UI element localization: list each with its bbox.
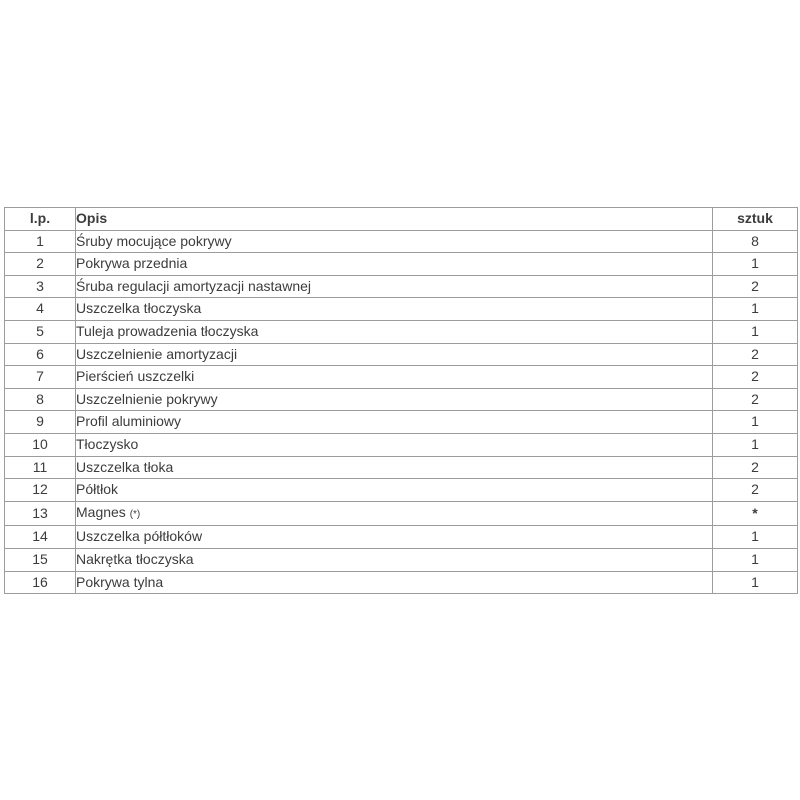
part-description: Nakrętka tłoczyska <box>76 550 194 567</box>
cell-lp: 15 <box>5 548 76 571</box>
part-description: Uszczelka tłoka <box>76 458 174 475</box>
cell-lp: 1 <box>5 230 76 253</box>
cell-opis <box>76 548 713 571</box>
parts-table <box>4 207 798 594</box>
cell-sztuk: 1 <box>713 433 798 456</box>
part-description: Półtłok <box>76 481 119 498</box>
cell-lp: 11 <box>5 456 76 479</box>
cell-sztuk: 2 <box>713 479 798 502</box>
cell-lp: 14 <box>5 526 76 549</box>
cell-opis <box>76 253 713 276</box>
cell-lp: 3 <box>5 275 76 298</box>
table-row <box>5 253 798 276</box>
table-row <box>5 433 798 456</box>
cell-sztuk: 1 <box>713 548 798 571</box>
table-row <box>5 298 798 321</box>
cell-sztuk: 1 <box>713 320 798 343</box>
cell-sztuk: 1 <box>713 253 798 276</box>
cell-lp: 10 <box>5 433 76 456</box>
part-description: Śruba regulacji amortyzacji nastawnej <box>76 277 311 294</box>
cell-sztuk: 8 <box>713 230 798 253</box>
table-row <box>5 230 798 253</box>
column-header-sztuk: sztuk <box>713 208 798 231</box>
cell-lp: 4 <box>5 298 76 321</box>
cell-opis <box>76 275 713 298</box>
part-description: Profil aluminiowy <box>76 413 182 430</box>
part-description: Uszczelka półtłoków <box>76 528 203 545</box>
part-description: Tuleja prowadzenia tłoczyska <box>76 322 259 339</box>
cell-opis <box>76 366 713 389</box>
cell-opis <box>76 298 713 321</box>
table-row <box>5 526 798 549</box>
table-row <box>5 479 798 502</box>
cell-sztuk: 2 <box>713 388 798 411</box>
cell-lp: 6 <box>5 343 76 366</box>
column-header-opis: Opis <box>76 208 713 231</box>
cell-lp: 2 <box>5 253 76 276</box>
cell-lp: 12 <box>5 479 76 502</box>
part-description: Śruby mocujące pokrywy <box>76 232 232 249</box>
footnote-marker: (*) <box>129 508 141 520</box>
cell-sztuk: 1 <box>713 411 798 434</box>
cell-opis <box>76 343 713 366</box>
table-body <box>5 230 798 594</box>
cell-sztuk: 2 <box>713 456 798 479</box>
table-row <box>5 275 798 298</box>
cell-opis <box>76 433 713 456</box>
cell-opis <box>76 320 713 343</box>
cell-lp: 8 <box>5 388 76 411</box>
table-row <box>5 366 798 389</box>
cell-sztuk: 2 <box>713 366 798 389</box>
cell-opis <box>76 479 713 502</box>
cell-sztuk: 1 <box>713 571 798 594</box>
cell-opis <box>76 411 713 434</box>
part-description: Pokrywa tylna <box>76 573 164 590</box>
cell-opis <box>76 571 713 594</box>
part-description: Uszczelnienie pokrywy <box>76 390 218 407</box>
table-row <box>5 343 798 366</box>
table-row <box>5 320 798 343</box>
cell-sztuk: 2 <box>713 343 798 366</box>
table-row <box>5 456 798 479</box>
cell-sztuk: * <box>713 501 798 526</box>
table-header-row <box>5 208 798 231</box>
part-description: Pokrywa przednia <box>76 255 188 272</box>
cell-sztuk: 1 <box>713 298 798 321</box>
part-description: Pierścień uszczelki <box>76 368 195 385</box>
part-description: Tłoczysko <box>76 435 139 452</box>
cell-lp: 13 <box>5 501 76 526</box>
cell-sztuk: 2 <box>713 275 798 298</box>
cell-opis <box>76 456 713 479</box>
table-row <box>5 548 798 571</box>
cell-lp: 9 <box>5 411 76 434</box>
cell-opis <box>76 388 713 411</box>
cell-lp: 5 <box>5 320 76 343</box>
part-description: Uszczelka tłoczyska <box>76 300 202 317</box>
part-description: Uszczelnienie amortyzacji <box>76 345 238 362</box>
column-header-lp: l.p. <box>5 208 76 231</box>
table-row <box>5 388 798 411</box>
table-row <box>5 501 798 526</box>
table-row <box>5 411 798 434</box>
cell-opis <box>76 501 713 526</box>
cell-lp: 7 <box>5 366 76 389</box>
cell-opis <box>76 230 713 253</box>
cell-sztuk: 1 <box>713 526 798 549</box>
part-description: Magnes <box>76 503 126 520</box>
table-row <box>5 571 798 594</box>
cell-opis <box>76 526 713 549</box>
cell-lp: 16 <box>5 571 76 594</box>
